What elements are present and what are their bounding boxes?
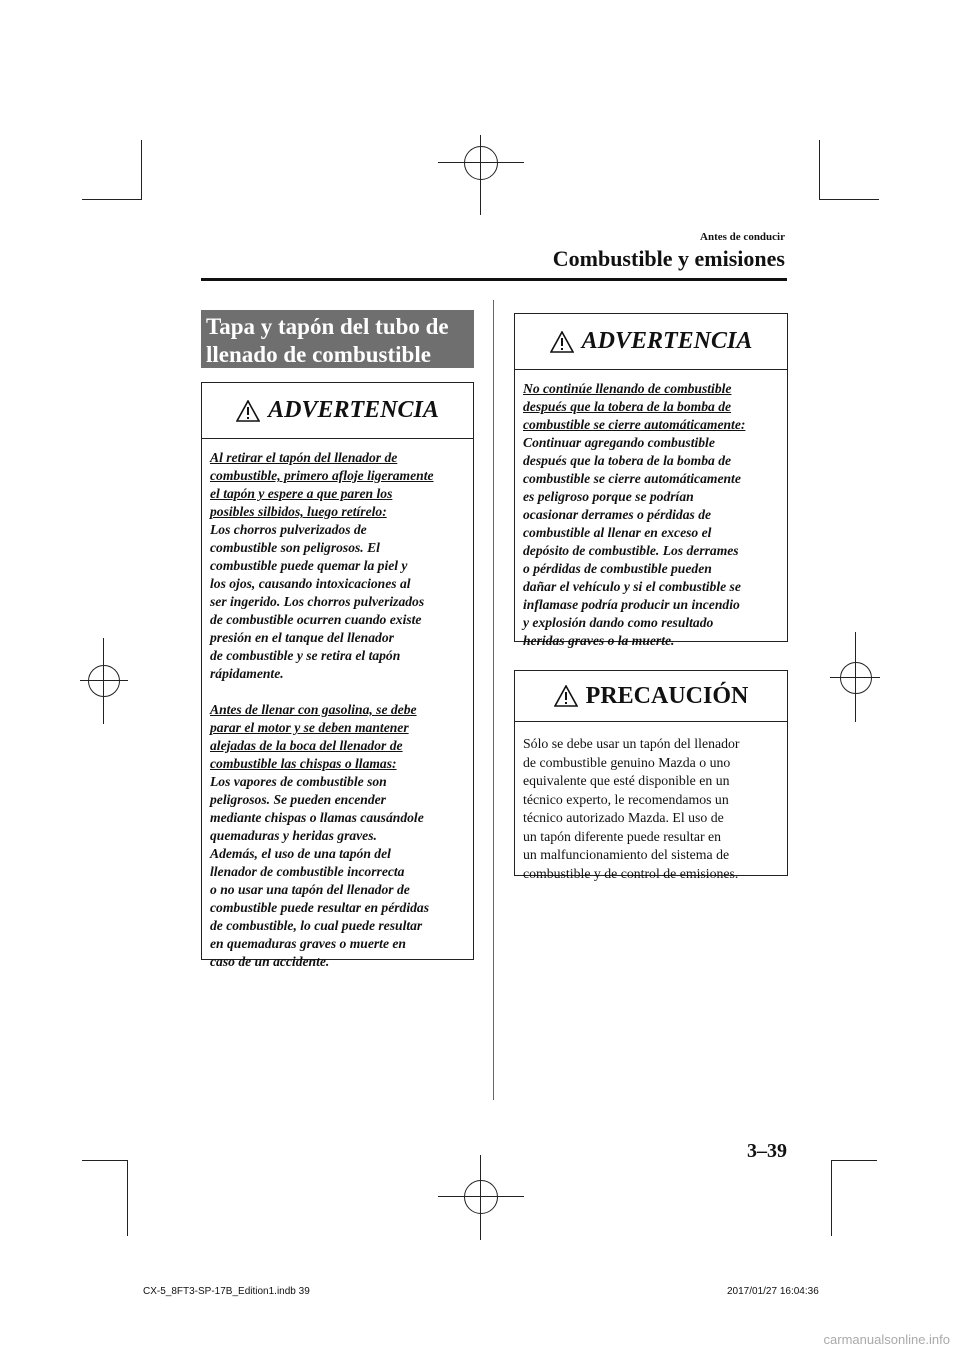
warning-left-para-2: Antes de llenar con gasolina, se debe parar el motor y se deben mantener alejadas de la boca del llenador de combustible las chispas o llamas: Los vapores de combustible son peligrosos. Se pueden encender mediante chispas o llamas causándole quemaduras y heridas graves. Además, el uso de una tapón del llenador de combustible incorrecta o no usar una tapón del llenador de combustible puede resultar en pérdidas de combustible, lo cual puede resultar en quemaduras graves o muerte en caso de un accidente. [210, 702, 430, 969]
warning-triangle-icon [236, 400, 260, 422]
section-title-line1: Tapa y tapón del tubo de [206, 314, 449, 339]
warning-left-para-1: Al retirar el tapón del llenador de combustible, primero afloje ligeramente el tapón y espere a que paren los posibles silbidos, luego retírelo: Los chorros pulverizados de combustible son peligrosos. El combustible puede quemar la piel y los ojos, causando intoxicaciones al ser ingerido. Los chorros pulverizados de combustible ocurren cuando existe presión en el tanque del llenador de combustible y se retira el tapón rápidamente. [210, 450, 434, 681]
warning-heading-right: ADVERTENCIA [515, 314, 787, 370]
chapter-label: Antes de conducir [700, 231, 785, 243]
warning-box-left [201, 382, 474, 969]
warning-box-right [514, 313, 788, 648]
footer-timestamp: 2017/01/27 16:04:36 [727, 1286, 819, 1297]
caution-body: Sólo se debe usar un tapón del llenador de combustible genuino Mazda o uno equivalente que esté disponible en un técnico experto, le recomendamos un técnico autorizado Mazda. El uso de un tapón diferente puede resultar en un malfuncionamiento del sistema de combustible y de control de emisiones. [523, 736, 740, 881]
column-divider [493, 300, 494, 1100]
warning-body-left [202, 439, 473, 971]
page-number: 3–39 [747, 1140, 787, 1162]
footer-filename: CX-5_8FT3-SP-17B_Edition1.indb 39 [143, 1286, 310, 1297]
watermark: carmanualsonline.info [823, 1332, 950, 1347]
caution-heading: PRECAUCIÓN [515, 671, 787, 722]
warning-triangle-icon [554, 685, 578, 707]
warning-heading-left: ADVERTENCIA [202, 383, 473, 439]
section-title [201, 310, 474, 368]
header-rule [201, 278, 787, 281]
warning-body-right: No continúe llenando de combustible después que la tobera de la bomba de combustible se cierre automáticamente: Continuar agregando combustible después que la tobera de la bomba de combustible se cierre automáticamente es peligroso porque se podrían ocasionar derrames o pérdidas de combustible al llenar en exceso el depósito de combustible. Los derrames o pérdidas de combustible pueden dañar el vehículo y si el combustible se inflamase podría producir un incendio y explosión dando como resultado heridas graves o la muerte. [523, 381, 746, 648]
caution-box [514, 670, 788, 881]
warning-triangle-icon [550, 331, 574, 353]
section-heading: Combustible y emisiones [552, 246, 785, 271]
section-title-line2: llenado de combustible [206, 342, 431, 367]
